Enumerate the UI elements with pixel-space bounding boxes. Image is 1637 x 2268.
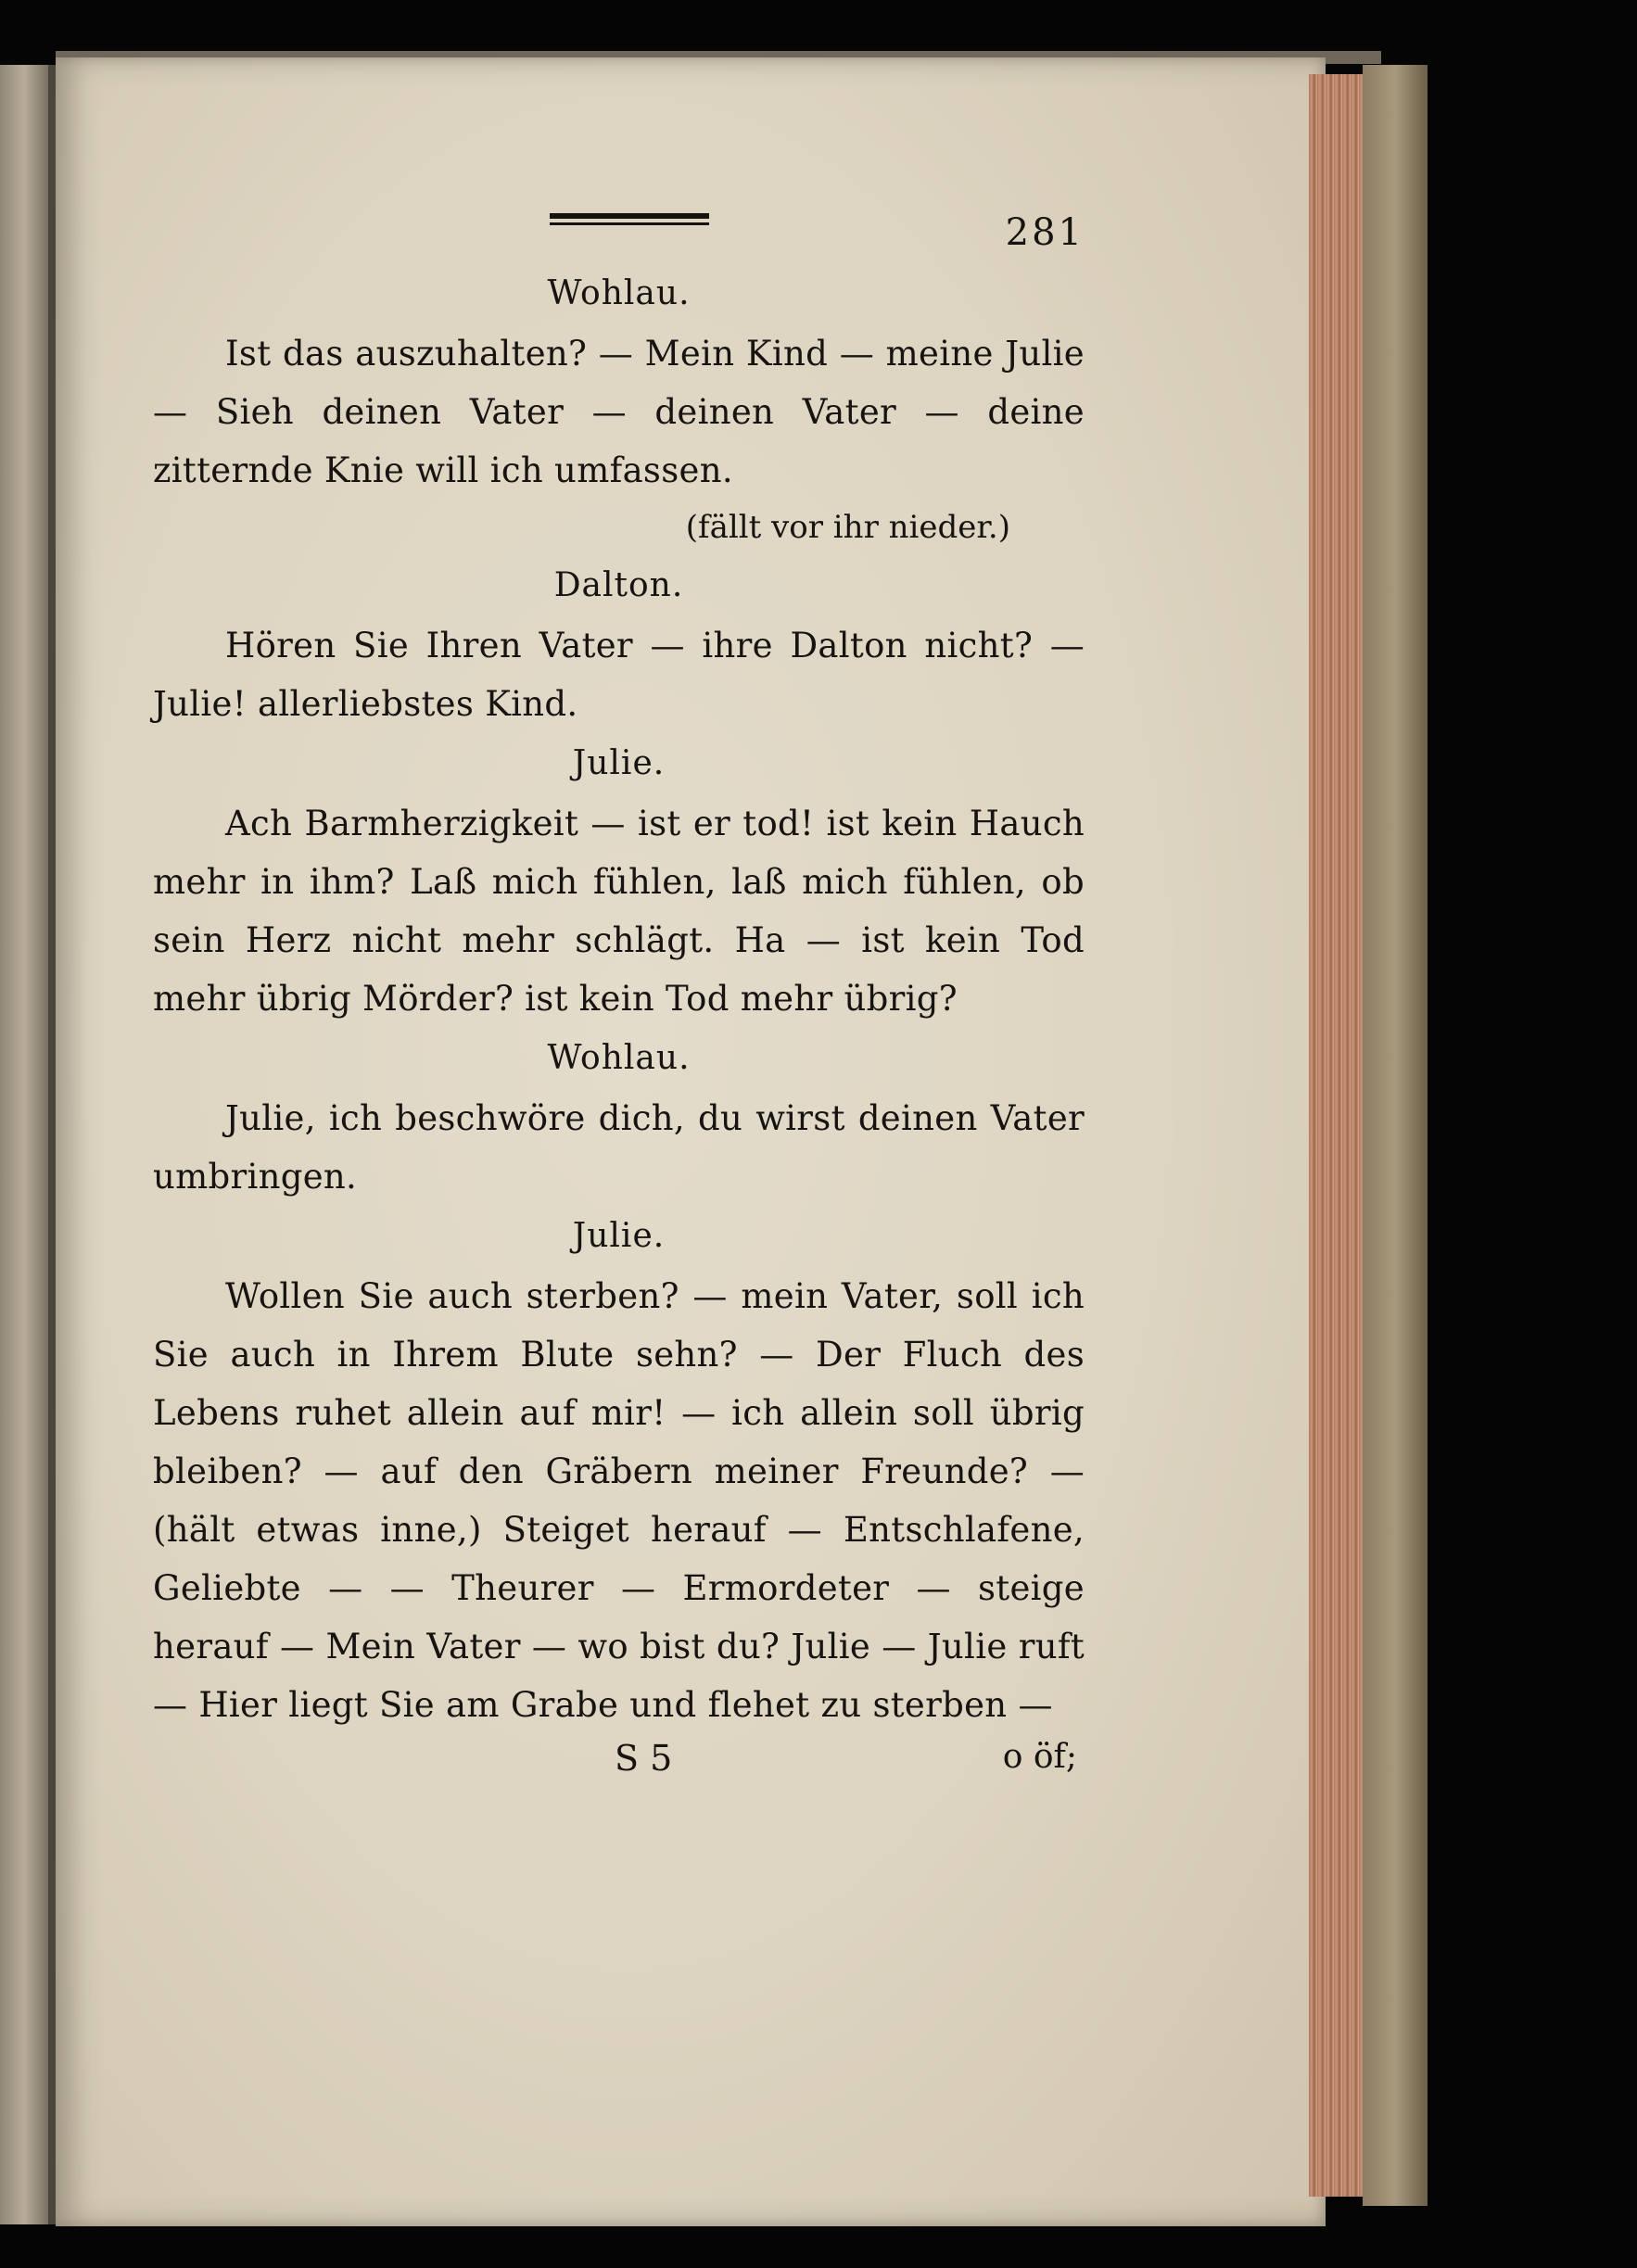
speech-paragraph: Wollen Sie auch sterben? — mein Vater, soll ich Sie auch in Ihrem Blute sehn? — Der Fluch des Lebens ruhet allein auf mir! — ich allein soll übrig bleiben? — auf den Gräbern meiner Freunde? — (hält etwas inne,) Steiget herauf — Entschlafene, Geliebte — — Theurer — Ermordeter — steige herauf — Mein Vater — wo bist du? Julie — Julie ruft — Hier liegt Sie am Grabe und flehet zu sterben —: [153, 1276, 1085, 1725]
signature-mark: S 5: [615, 1738, 673, 1779]
speaker-name: Wohlau.: [547, 274, 691, 312]
header-rule-thick: [550, 213, 709, 219]
speech-paragraph: Ach Barmherzigkeit — ist er tod! ist kein Hauch mehr in ihm? Laß mich fühlen, laß mich fühlen, ob sein Herz nicht mehr schlägt. Ha — ist kein Tod mehr übrig Mörder? ist kein Tod mehr übrig?: [153, 804, 1085, 1019]
speech-paragraph: Julie, ich beschwöre dich, du wirst deinen Vater umbringen.: [153, 1098, 1085, 1197]
book-cover-board: [1363, 65, 1428, 2206]
previous-page-edge: [0, 65, 54, 2224]
page-text: [153, 204, 1085, 1803]
page-fore-edge: [1309, 74, 1366, 2197]
speaker-name: Julie.: [572, 744, 666, 782]
catchword: o öf;: [1002, 1738, 1077, 1776]
speaker-name: Dalton.: [553, 566, 684, 604]
stage-direction: (fällt vor ihr nieder.): [685, 509, 1010, 546]
speaker-name: Julie.: [572, 1217, 666, 1255]
page-header: [153, 204, 1085, 263]
speech-paragraph: Hören Sie Ihren Vater — ihre Dalton nicht? — Julie! allerliebstes Kind.: [153, 626, 1085, 724]
page-number: 281: [1005, 211, 1085, 254]
header-rule-thin: [550, 222, 709, 225]
speech-paragraph: Ist das auszuhalten? — Mein Kind — meine Julie — Sieh deinen Vater — deinen Vater — deine zitternde Knie will ich umfassen.: [153, 334, 1085, 490]
speaker-name: Wohlau.: [547, 1039, 691, 1077]
page-footer: [153, 1738, 1085, 1803]
